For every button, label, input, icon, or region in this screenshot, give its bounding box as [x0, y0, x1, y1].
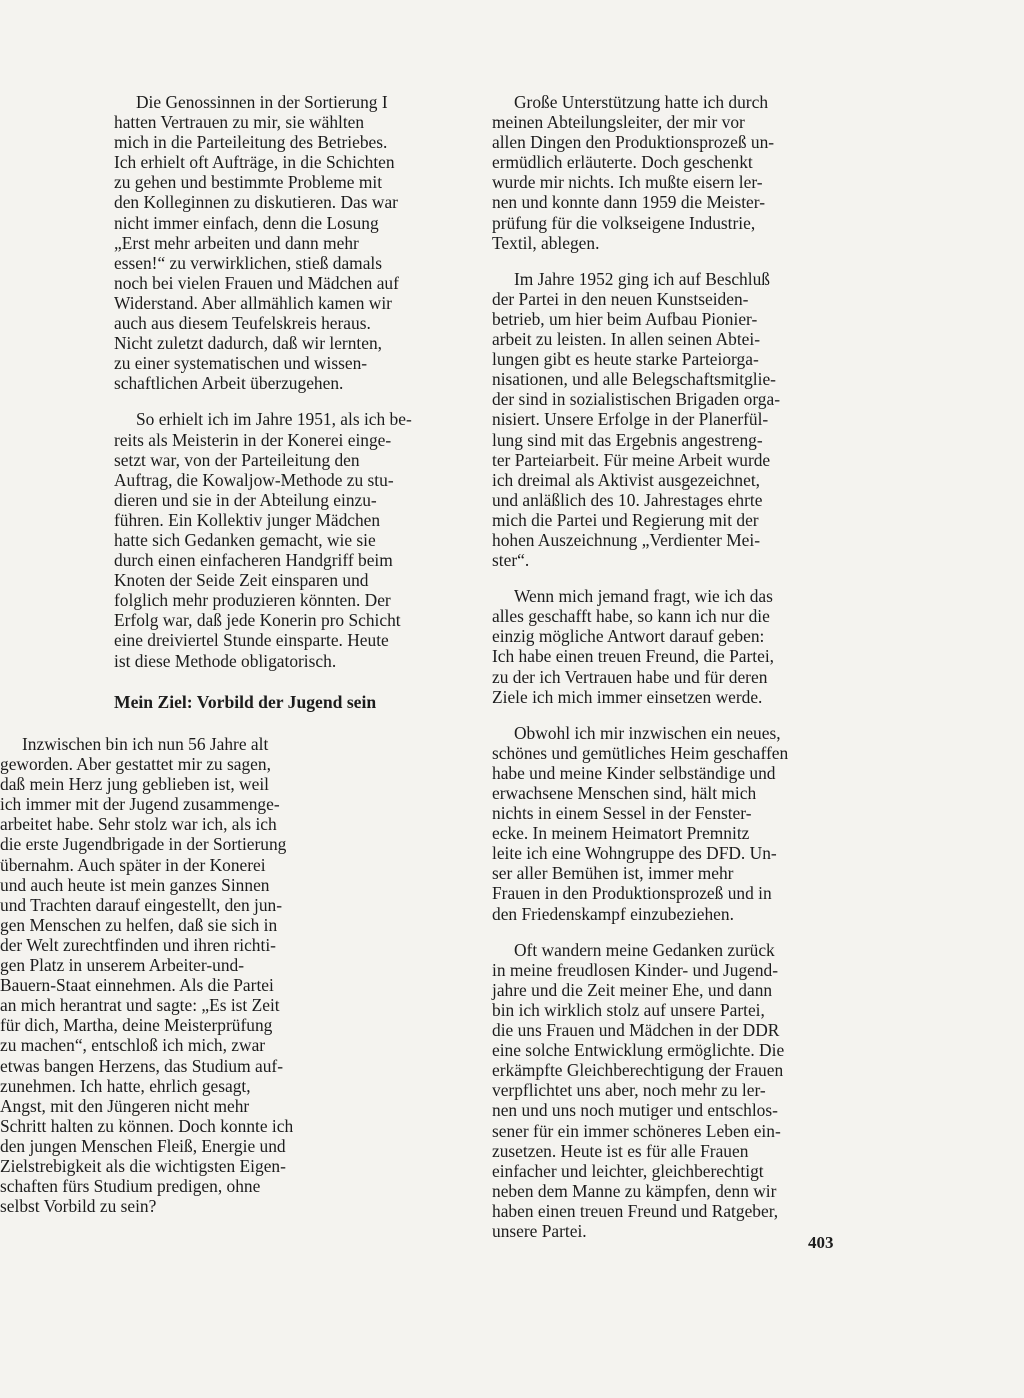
paragraph: So erhielt ich im Jahre 1951, als ich be- reits als Meisterin in der Konerei einge- setzt war, von der Parteileitung den Auftrag, die Kowaljow-Methode zu stu- dieren und sie in der Abteilung einzu- führen. Ein Kollektiv junger Mädchen hatte sich Gedanken gemacht, wie sie durch einen einfacheren Handgriff beim Knoten der Seide Zeit einsparen und folglich mehr produzieren könnten. Der Erfolg war, daß jede Konerin pro Schicht eine dreiviertel Stunde einsparte. Heute ist diese Methode obligatorisch. [114, 409, 412, 671]
paragraph: Wenn mich jemand fragt, wie ich das alles geschafft habe, so kann ich nur die einzig mögliche Antwort darauf geben: Ich habe einen treuen Freund, die Partei, zu der ich Vertrauen habe und für deren Ziele ich mich immer einsetzen werde. [492, 586, 775, 707]
right-column [492, 92, 844, 1241]
paragraph: Obwohl ich mir inzwischen ein neues, schönes und gemütliches Heim geschaffen habe und meine Kinder selbständige und erwachsene Menschen sind, hält mich nichts in einem Sessel in der Fenster- ecke. In meinem Heimatort Premnitz leite ich eine Wohngruppe des DFD. Un- ser aller Bemühen ist, immer mehr Frauen in den Produktionsprozeß und in den Friedenskampf einzubeziehen. [492, 722, 789, 924]
paragraph: Im Jahre 1952 ging ich auf Beschluß der Partei in den neuen Kunstseiden- betrieb, um hier beim Aufbau Pionier- arbeit zu leisten. In allen seinen Abtei- lungen gibt es heute starke Parteiorga- nisationen, und alle Belegschaftsmitglie- der sind in sozialistischen Brigaden orga- nisiert. Unsere Erfolge in der Planerfül- lung sind mit das Ergebnis angestreng- ter Parteiarbeit. Für meine Arbeit wurde ich dreimal als Aktivist ausgezeichnet, und anläßlich des 10. Jahrestages ehrte mich die Partei und Regierung mit der hohen Auszeichnung „Verdienter Mei- ster“. [492, 268, 781, 571]
page-number: 403 [808, 1233, 834, 1252]
left-column [114, 92, 466, 671]
paragraph: Die Genossinnen in der Sortierung I hatten Vertrauen zu mir, sie wählten mich in die Parteileitung des Betriebes. Ich erhielt oft Aufträge, in die Schichten zu gehen und bestimmte Probleme mit den Kolleginnen zu diskutieren. Das war nicht immer einfach, denn die Losung „Erst mehr arbeiten und dann mehr essen!“ zu verwirklichen, stieß damals noch bei vielen Frauen und Mädchen auf Widerstand. Aber allmählich kamen wir auch aus diesem Teufelskreis heraus. Nicht zuletzt dadurch, daß wir lernten, zu einer systematischen und wissen- schaftlichen Arbeit überzugehen. [114, 92, 399, 394]
paragraph: Oft wandern meine Gedanken zurück in meine freudlosen Kinder- und Jugend- jahre und die Zeit meiner Ehe, und dann bin ich wirklich stolz auf unsere Partei, die uns Frauen und Mädchen in der DDR eine solche Entwicklung ermöglichte. Die erkämpfte Gleichberechtigung der Frauen verpflichtet uns aber, noch mehr zu ler- nen und uns noch mutiger und entschlos- sener für ein immer schöneres Leben ein- zusetzen. Heute ist es für alle Frauen einfacher und leichter, gleichberechtigt neben dem Manne zu kämpfen, denn wir haben einen treuen Freund und Ratgeber, unsere Partei. [492, 939, 785, 1241]
paragraph: Große Unterstützung hatte ich durch meinen Abteilungsleiter, der mir vor allen Dingen den Produktionsprozeß un- ermüdlich erläuterte. Doch geschenkt wurde mir nichts. Ich mußte eisern ler- nen und konnte dann 1959 die Meister- prüfung für die volkseigene Industrie, Textil, ablegen. [492, 92, 775, 253]
section-heading: Mein Ziel: Vorbild der Jugend sein [114, 692, 377, 712]
left-column-after-heading [0, 734, 352, 1216]
paragraph: Inzwischen bin ich nun 56 Jahre alt geworden. Aber gestattet mir zu sagen, daß mein Herz jung geblieben ist, weil ich immer mit der Jugend zusammenge- arbeitet habe. Sehr stolz war ich, als ich die erste Jugendbrigade in der Sortierung übernahm. Auch später in der Konerei und auch heute ist mein ganzes Sinnen und Trachten darauf eingestellt, den jun- gen Menschen zu helfen, daß sie sich in der Welt zurechtfinden und ihren richti- gen Platz in unserem Arbeiter-und- Bauern-Staat einnehmen. Als die Partei an mich herantrat und sagte: „Es ist Zeit für dich, Martha, deine Meisterprüfung zu machen“, entschloß ich mich, zwar etwas bangen Herzens, das Studium auf- zunehmen. Ich hatte, ehrlich gesagt, Angst, mit den Jüngeren nicht mehr Schritt halten zu können. Doch konnte ich den jungen Menschen Fleiß, Energie und Zielstrebigkeit als die wichtigsten Eigen- schaften fürs Studium predigen, ohne selbst Vorbild zu sein? [0, 734, 294, 1217]
